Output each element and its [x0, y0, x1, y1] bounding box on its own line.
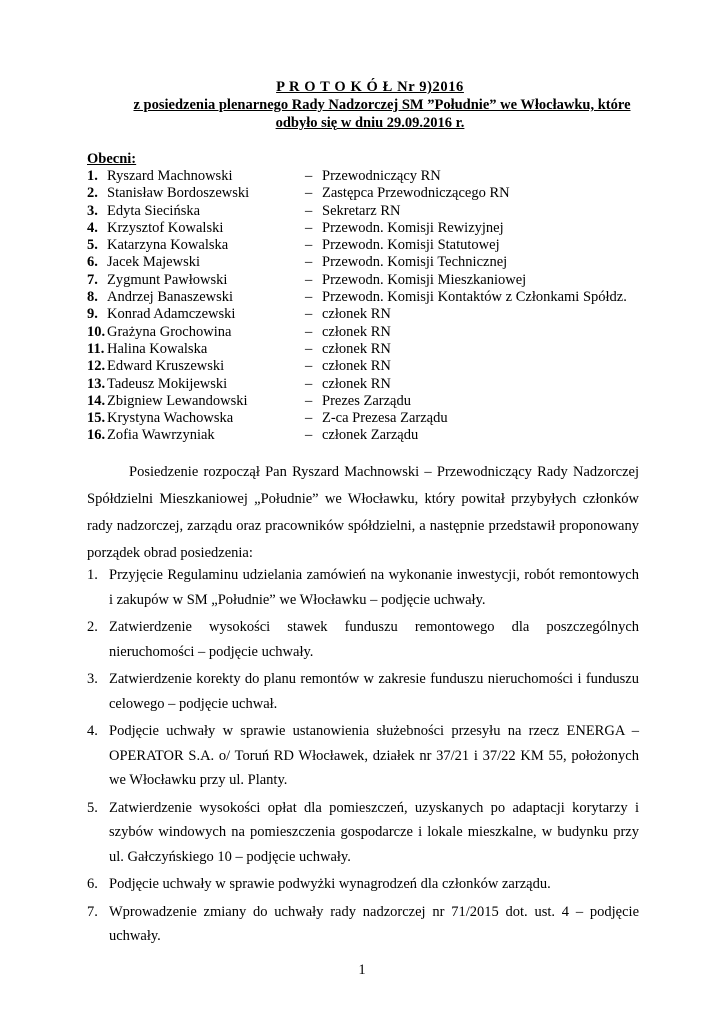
attendee-row	[87, 168, 647, 185]
attendee-name: Konrad Adamczewski	[107, 306, 236, 323]
agenda-item	[87, 667, 639, 716]
attendee-number: 4.	[87, 219, 98, 236]
agenda-item-number: 5.	[87, 799, 98, 816]
attendee-role: Prezes Zarządu	[322, 392, 411, 409]
agenda-item	[87, 900, 639, 949]
attendee-number: 13.	[87, 375, 106, 392]
agenda-item-number: 6.	[87, 876, 98, 892]
attendee-dash: –	[305, 410, 313, 427]
attendee-name: Edyta Siecińska	[107, 202, 201, 219]
attendee-role: członek RN	[322, 340, 391, 357]
attendee-dash: –	[305, 237, 313, 254]
attendee-role: Z-ca Prezesa Zarządu	[322, 410, 448, 427]
attendee-name: Ryszard Machnowski	[107, 168, 233, 184]
agenda-item-number: 3.	[87, 671, 98, 687]
attendee-role: Przewodn. Komisji Technicznej	[322, 254, 508, 271]
protocol-date-line: odbyło się w dniu 29.09.2016 r.	[275, 115, 465, 131]
agenda-item	[87, 563, 639, 612]
attendee-dash: –	[305, 306, 313, 323]
attendance-list	[87, 168, 647, 445]
attendee-dash: –	[305, 427, 313, 444]
attendee-row	[87, 289, 647, 306]
agenda-item-number: 7.	[87, 903, 98, 920]
attendee-number: 6.	[87, 254, 98, 271]
attendee-row	[87, 324, 647, 341]
attendee-row	[87, 306, 647, 323]
attendee-row	[87, 237, 647, 254]
attendee-dash: –	[305, 289, 313, 306]
attendee-name: Jacek Majewski	[107, 254, 201, 271]
attendee-row	[87, 341, 647, 358]
attendee-dash: –	[305, 168, 313, 184]
attendee-number: 7.	[87, 271, 98, 288]
agenda-item	[87, 719, 639, 793]
attendee-role: członek RN	[322, 323, 391, 340]
attendee-row	[87, 272, 647, 289]
agenda-item-text: Wprowadzenie zmiany do uchwały rady nadzorczej nr 71/2015 dot. ust. 4 – podjęcie uchwały.	[109, 903, 639, 944]
agenda-item	[87, 796, 639, 870]
attendee-name: Edward Kruszewski	[107, 358, 225, 375]
attendee-row	[87, 220, 647, 237]
attendee-name: Katarzyna Kowalska	[107, 237, 229, 254]
attendee-name: Andrzej Banaszewski	[107, 289, 234, 306]
agenda-item	[87, 872, 639, 897]
attendee-name: Krystyna Wachowska	[107, 410, 234, 427]
agenda-item-number: 2.	[87, 619, 98, 635]
agenda-list	[87, 563, 639, 952]
agenda-item-text: Podjęcie uchwały w sprawie podwyżki wynagrodzeń dla członków zarządu.	[109, 876, 551, 892]
attendee-role: członek RN	[322, 375, 391, 392]
attendee-role: Przewodn. Komisji Mieszkaniowej	[322, 271, 527, 288]
attendee-number: 16.	[87, 427, 106, 444]
attendee-number: 3.	[87, 202, 98, 219]
attendee-name: Halina Kowalska	[107, 340, 208, 357]
attendee-role: członek RN	[322, 306, 391, 323]
attendee-number: 1.	[87, 168, 98, 184]
attendee-name: Tadeusz Mokijewski	[107, 375, 228, 392]
attendee-row	[87, 185, 647, 202]
attendee-name: Zbigniew Lewandowski	[107, 392, 248, 409]
attendee-name: Zofia Wawrzyniak	[107, 427, 215, 444]
attendance-label: Obecni:	[87, 151, 137, 167]
attendee-role: członek RN	[322, 358, 391, 375]
attendee-number: 11.	[87, 340, 105, 357]
attendee-dash: –	[305, 392, 313, 409]
agenda-item-number: 4.	[87, 723, 98, 739]
protocol-title: P R O T O K Ó Ł Nr 9)2016	[276, 79, 464, 95]
attendee-dash: –	[305, 323, 313, 340]
agenda-item-text: Podjęcie uchwały w sprawie ustanowienia służebności przesyłu na rzecz ENERGA – OPERATOR S.A. o/ Toruń RD Włocławek, działek nr 37/21 i 37/22 KM 55, położonych we Włocławku przy ul. Planty.	[109, 723, 639, 788]
attendee-number: 15.	[87, 410, 106, 427]
attendee-role: Przewodn. Komisji Rewizyjnej	[322, 219, 504, 236]
attendee-dash: –	[305, 271, 313, 288]
protocol-subtitle: z posiedzenia plenarnego Rady Nadzorczej SM ”Południe” we Włocławku, które	[133, 97, 631, 113]
attendee-role: członek Zarządu	[322, 427, 419, 444]
attendee-row	[87, 376, 647, 393]
attendee-dash: –	[305, 375, 313, 392]
agenda-item-number: 1.	[87, 567, 98, 583]
attendee-number: 2.	[87, 185, 98, 202]
attendee-role: Przewodn. Komisji Kontaktów z Członkami Spółdz.	[322, 289, 627, 306]
page-number: 1	[358, 962, 366, 978]
attendee-name: Stanisław Bordoszewski	[107, 185, 250, 202]
attendee-number: 12.	[87, 358, 106, 375]
agenda-item-text: Przyjęcie Regulaminu udzielania zamówień na wykonanie inwestycji, robót remontowych i zakupów w SM „Południe” we Włocławku – podjęcie uchwały.	[109, 567, 639, 608]
attendee-row	[87, 358, 647, 375]
attendee-row	[87, 410, 647, 427]
attendee-row	[87, 254, 647, 271]
attendee-row	[87, 427, 647, 444]
agenda-item-text: Zatwierdzenie wysokości stawek funduszu remontowego dla poszczególnych nieruchomości – podjęcie uchwały.	[109, 619, 639, 660]
attendee-role: Zastępca Przewodniczącego RN	[322, 185, 510, 202]
attendee-number: 14.	[87, 392, 106, 409]
attendee-row	[87, 393, 647, 410]
attendee-dash: –	[305, 340, 313, 357]
agenda-item-text: Zatwierdzenie korekty do planu remontów w zakresie funduszu nieruchomości i funduszu celowego – podjęcie uchwał.	[109, 671, 639, 712]
attendee-number: 10.	[87, 323, 106, 340]
attendee-dash: –	[305, 358, 313, 375]
attendee-number: 8.	[87, 289, 98, 306]
attendee-name: Krzysztof Kowalski	[107, 219, 224, 236]
attendee-role: Przewodniczący RN	[322, 168, 441, 184]
agenda-item	[87, 615, 639, 664]
attendee-role: Sekretarz RN	[322, 202, 401, 219]
attendee-name: Grażyna Grochowina	[107, 323, 232, 340]
attendee-dash: –	[305, 185, 313, 202]
attendee-dash: –	[305, 202, 313, 219]
attendee-name: Zygmunt Pawłowski	[107, 271, 228, 288]
attendee-dash: –	[305, 219, 313, 236]
intro-paragraph: Posiedzenie rozpoczął Pan Ryszard Machnowski – Przewodniczący Rady Nadzorczej Spółdzielni Mieszkaniowej „Południe” we Włocławku, który powitał przybyłych członków rady nadzorczej, zarządu oraz pracowników spółdzielni, a następnie przedstawił proponowany porządek obrad posiedzenia:	[87, 464, 639, 561]
attendee-number: 5.	[87, 237, 98, 254]
agenda-item-text: Zatwierdzenie wysokości opłat dla pomieszczeń, uzyskanych po adaptacji korytarzy i szybów windowych na pomieszczenia gospodarcze i lokale mieszkalne, w budynku przy ul. Gałczyńskiego 10 – podjęcie uchwały.	[109, 799, 639, 865]
attendee-row	[87, 203, 647, 220]
attendee-number: 9.	[87, 306, 98, 323]
attendee-dash: –	[305, 254, 313, 271]
attendee-role: Przewodn. Komisji Statutowej	[322, 237, 500, 254]
